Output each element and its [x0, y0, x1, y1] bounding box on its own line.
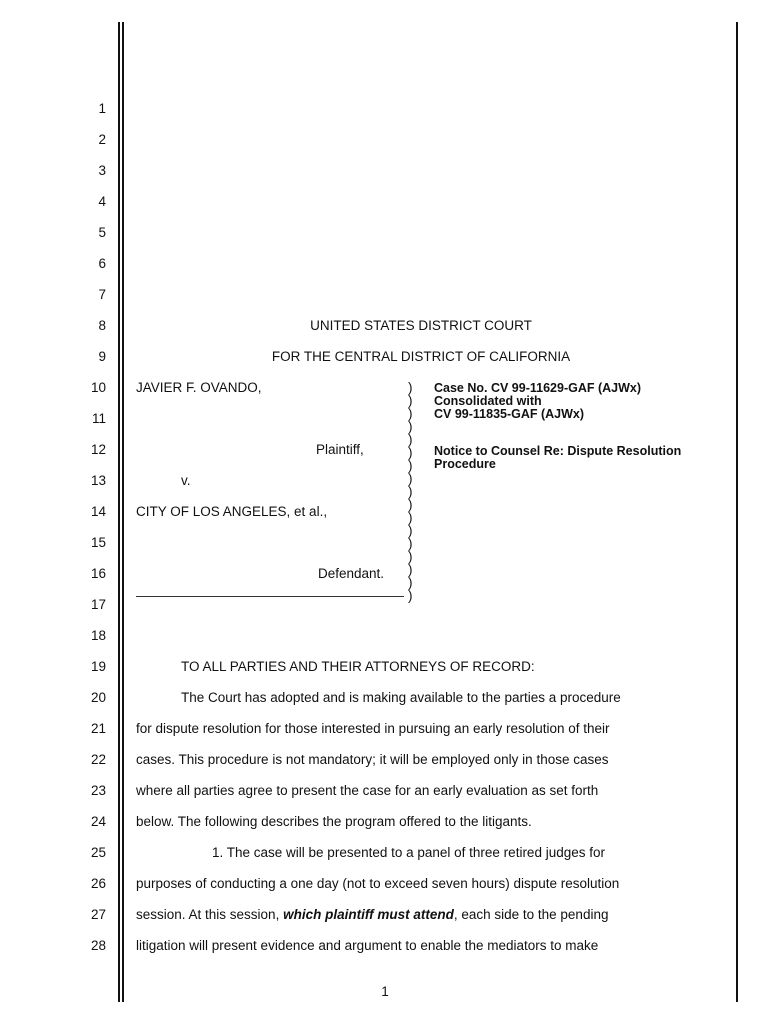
caption-paren: )	[408, 393, 413, 408]
plaintiff-label: Plaintiff,	[316, 442, 364, 457]
caption-paren: )	[408, 523, 413, 538]
line-number: 5	[98, 225, 106, 240]
caption-paren: )	[408, 458, 413, 473]
line-number: 2	[98, 132, 106, 147]
left-margin-rule-outer	[118, 22, 120, 1002]
body-line: cases. This procedure is not mandatory; it will be employed only in those cases	[136, 752, 609, 767]
emphasis-text: which plaintiff must attend	[283, 907, 454, 922]
case-number-2: CV 99-11835-GAF (AJWx)	[434, 407, 585, 421]
body-line: litigation will present evidence and argument to enable the mediators to make	[136, 938, 599, 953]
line-number: 15	[90, 535, 106, 550]
line-number: 14	[90, 504, 106, 519]
line-number: 26	[90, 876, 106, 891]
caption-paren: )	[408, 588, 413, 603]
plaintiff-name: JAVIER F. OVANDO,	[136, 380, 262, 395]
caption-paren: )	[408, 484, 413, 499]
caption-paren: )	[408, 471, 413, 486]
line-number: 8	[98, 318, 106, 333]
line-number: 13	[90, 473, 106, 488]
caption-underline	[136, 596, 404, 597]
line-number: 7	[98, 287, 106, 302]
right-margin-rule	[736, 22, 738, 1002]
line-number: 1	[98, 101, 106, 116]
caption-paren: )	[408, 536, 413, 551]
notice-title-line2: Procedure	[434, 457, 496, 471]
line-number: 4	[98, 194, 106, 209]
line-number: 3	[98, 163, 106, 178]
line-number: 27	[90, 907, 106, 922]
line-number: 9	[98, 349, 106, 364]
line-number: 6	[98, 256, 106, 271]
line-number: 18	[90, 628, 106, 643]
line-number: 16	[90, 566, 106, 581]
line-number: 25	[90, 845, 106, 860]
salutation: TO ALL PARTIES AND THEIR ATTORNEYS OF RECORD:	[181, 659, 535, 674]
caption-paren: )	[408, 419, 413, 434]
caption-paren: )	[408, 380, 413, 395]
caption-paren: )	[408, 497, 413, 512]
line-number: 21	[90, 721, 106, 736]
caption-paren: )	[408, 549, 413, 564]
body-line: for dispute resolution for those interested in pursuing an early resolution of their	[136, 721, 610, 736]
body-line: purposes of conducting a one day (not to exceed seven hours) dispute resolution	[136, 876, 620, 891]
line-number: 28	[90, 938, 106, 953]
body-text: , each side to the pending	[453, 907, 609, 922]
court-name: UNITED STATES DISTRICT COURT	[310, 318, 532, 333]
consolidated-with: Consolidated with	[434, 394, 542, 408]
line-number: 17	[90, 597, 106, 612]
line-number: 19	[90, 659, 106, 674]
body-line: below. The following describes the program offered to the litigants.	[136, 814, 532, 829]
caption-paren: )	[408, 575, 413, 590]
body-line: The Court has adopted and is making available to the parties a procedure	[181, 690, 621, 705]
body-line: where all parties agree to present the case for an early evaluation as set forth	[136, 783, 599, 798]
defendant-label: Defendant.	[318, 566, 385, 581]
caption-paren: )	[408, 432, 413, 447]
line-number: 11	[91, 411, 106, 426]
notice-title-line1: Notice to Counsel Re: Dispute Resolution	[434, 444, 682, 458]
line-number: 12	[90, 442, 106, 457]
line-number: 23	[90, 783, 106, 798]
line-number: 24	[90, 814, 106, 829]
body-line	[136, 907, 608, 922]
caption-paren: )	[408, 445, 413, 460]
line-number: 10	[90, 380, 106, 395]
body-line: 1. The case will be presented to a panel of three retired judges for	[212, 845, 605, 860]
line-number: 22	[90, 752, 106, 767]
line-number: 20	[90, 690, 106, 705]
case-number: Case No. CV 99-11629-GAF (AJWx)	[434, 381, 642, 395]
body-text: session. At this session,	[136, 907, 284, 922]
caption-paren: )	[408, 406, 413, 421]
left-margin-rule-inner	[122, 22, 124, 1002]
defendant-name: CITY OF LOS ANGELES, et al.,	[136, 504, 328, 519]
caption-paren: )	[408, 510, 413, 525]
caption-paren: )	[408, 562, 413, 577]
page-number: 1	[381, 984, 389, 999]
versus: v.	[181, 473, 191, 488]
court-district: FOR THE CENTRAL DISTRICT OF CALIFORNIA	[271, 349, 571, 364]
